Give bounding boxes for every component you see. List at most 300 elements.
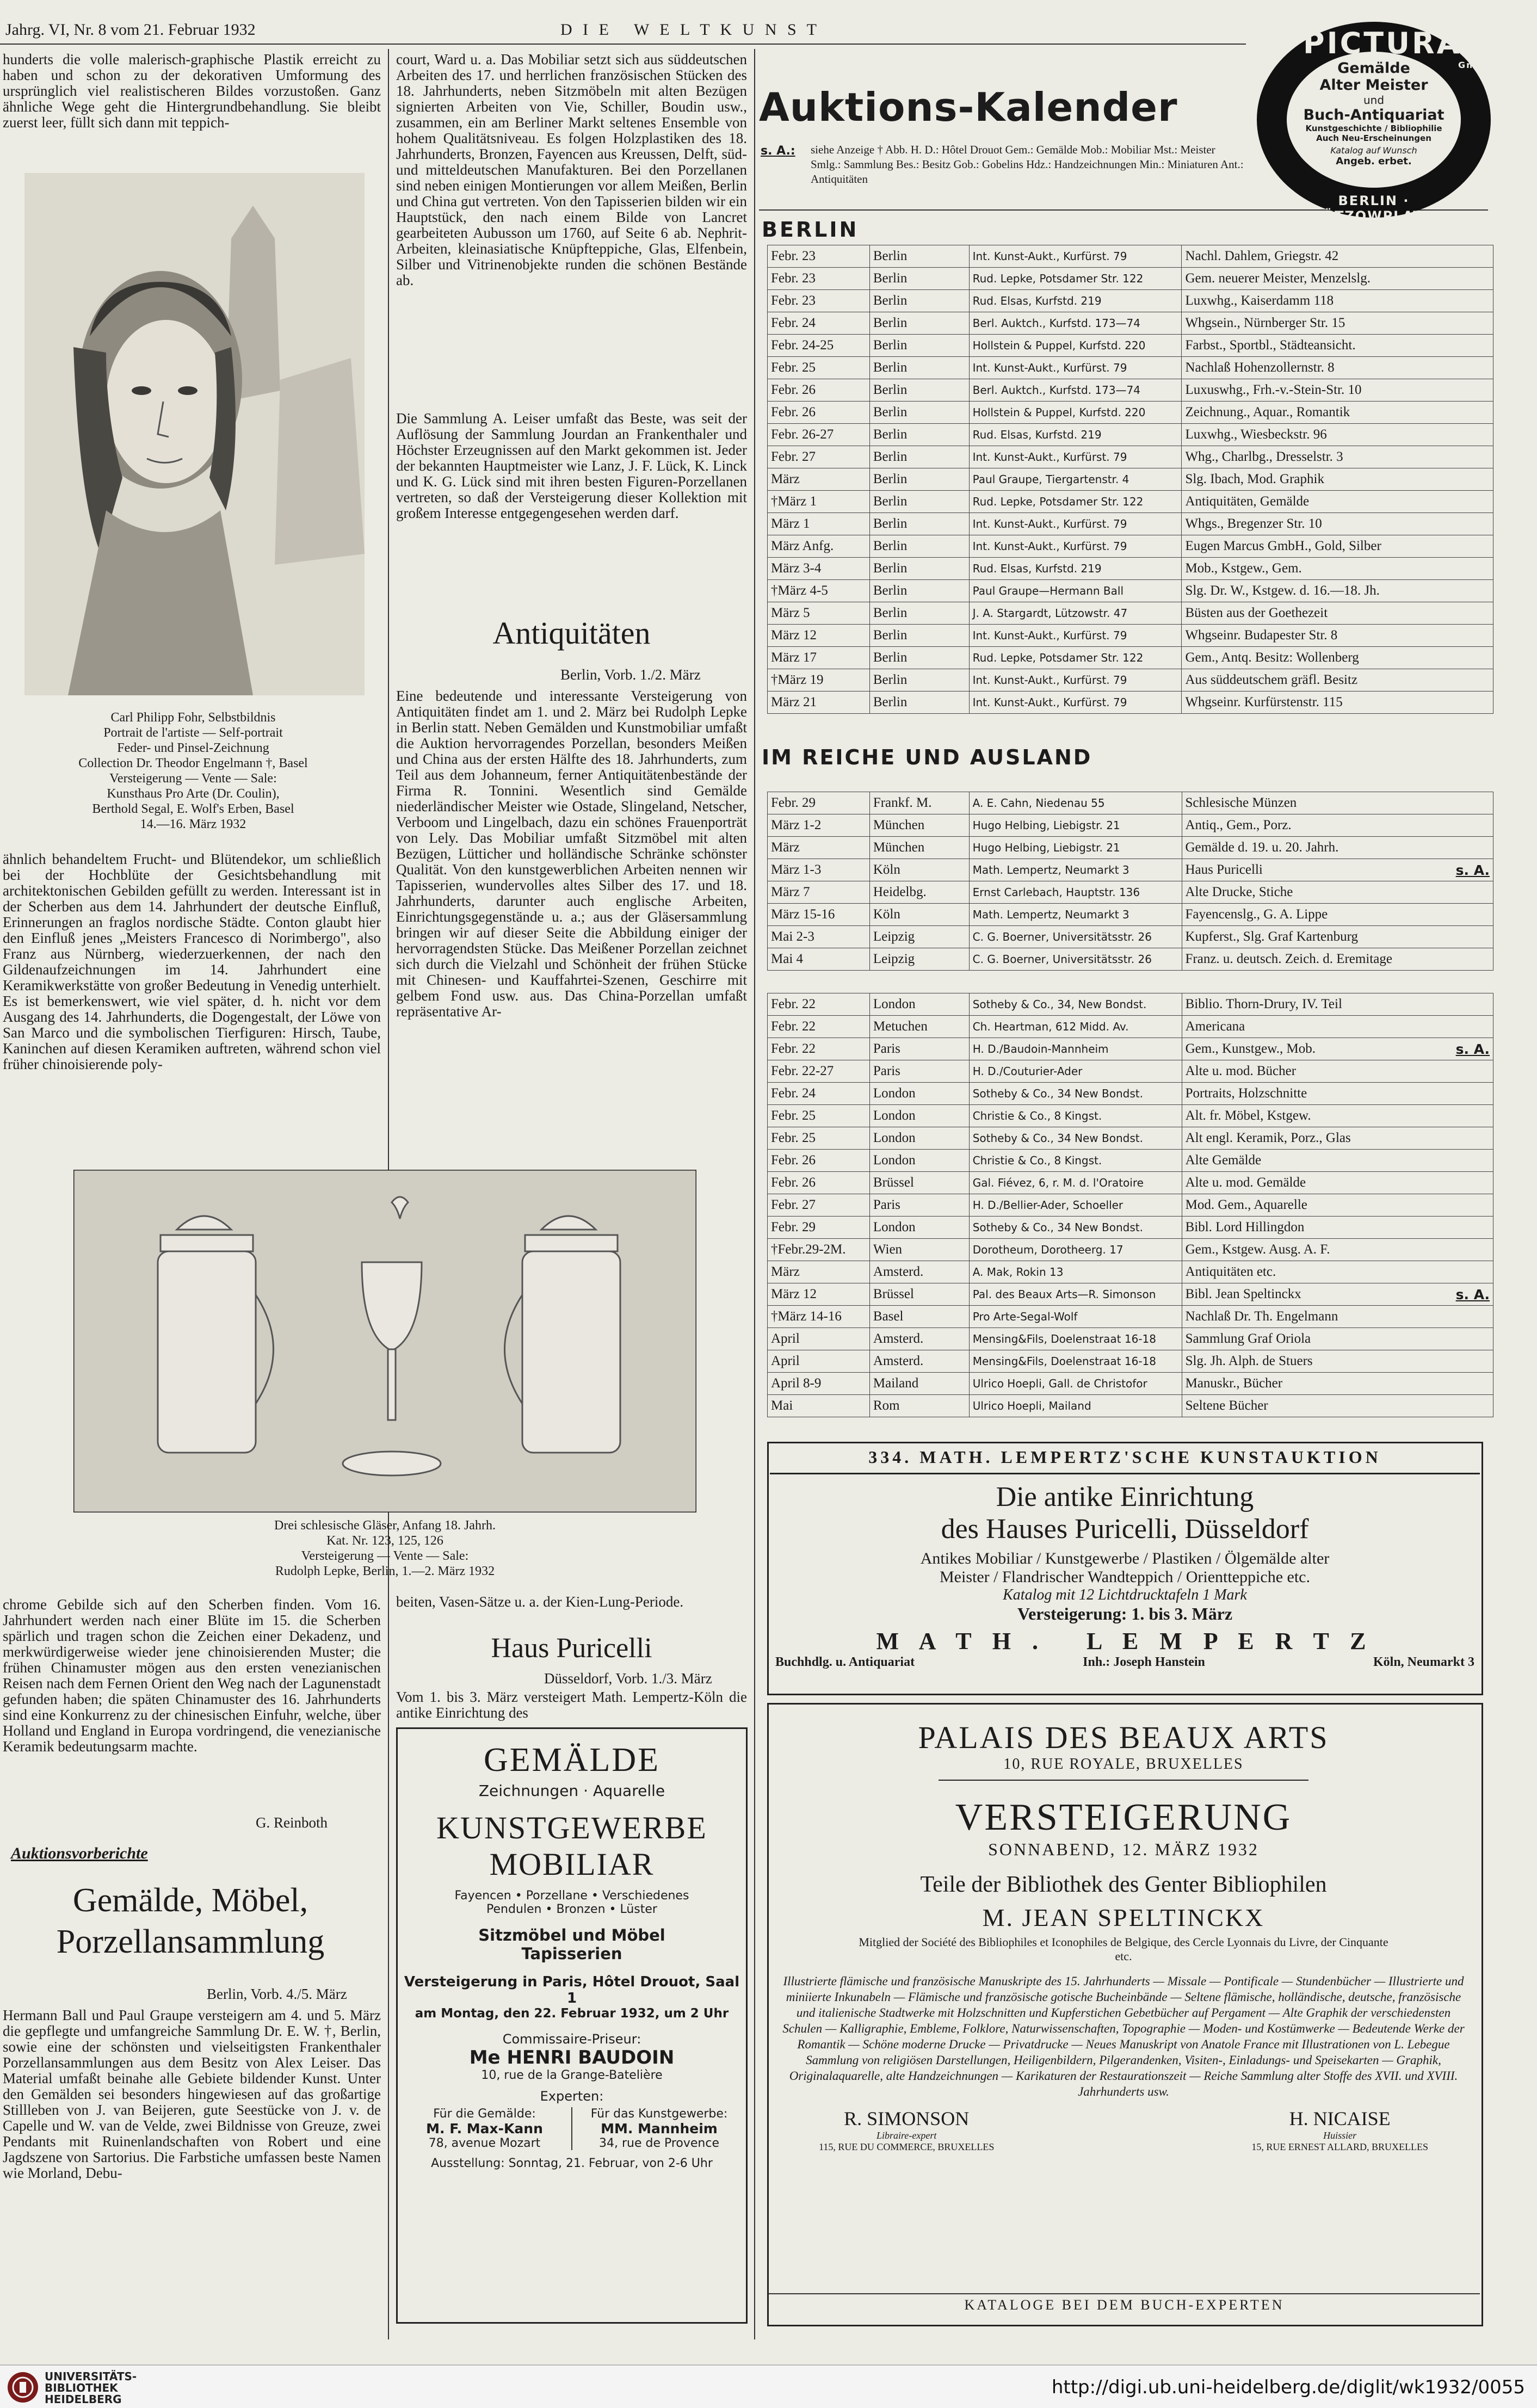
kalender-cell-text: März: [771, 1264, 800, 1279]
caption-line: Versteigerung — Vente — Sale:: [109, 771, 277, 786]
kalender-cell-text: Rud. Lepke, Potsdamer Str. 122: [972, 495, 1144, 508]
kalender-row: [768, 357, 1493, 379]
kalender-row: [768, 881, 1493, 904]
kalender-cell-text: Metuchen: [873, 1019, 928, 1034]
kalender-date: [768, 580, 870, 602]
kalender-city: [869, 446, 969, 468]
palais-h5: Teile der Bibliothek des Genter Bibliophilen: [920, 1872, 1327, 1897]
kalender-city: [869, 1060, 969, 1083]
kalender-date: [768, 881, 870, 904]
kalender-date: [768, 814, 870, 837]
kalender-house: [969, 335, 1182, 357]
kalender-cell-text: Berlin: [873, 382, 908, 397]
kalender-cell-text: Int. Kunst-Aukt., Kurfürst. 79: [972, 361, 1127, 374]
kalender-date: [768, 669, 870, 691]
article-title-gemaelde: Gemälde, Möbel, Porzellansammlung: [56, 1882, 325, 1960]
kalender-cell-text: London: [873, 1108, 916, 1123]
kalender-date: [768, 1194, 870, 1217]
kalender-city: [869, 335, 969, 357]
kalender-cell-text: †März 1: [771, 494, 817, 509]
kalender-cell-text: Int. Kunst-Aukt., Kurfürst. 79: [972, 517, 1127, 530]
kalender-row: [768, 948, 1493, 971]
palais-foot: KATALOGE BEI DEM BUCH-EXPERTEN: [964, 2297, 1285, 2313]
kalender-subject: [1182, 1239, 1493, 1261]
kalender-cell-text: Rud. Elsas, Kurfstd. 219: [972, 428, 1102, 441]
kalender-cell-text: Nachlaß Dr. Th. Engelmann: [1185, 1309, 1338, 1324]
ad-sub1: Zeichnungen · Aquarelle: [478, 1782, 665, 1800]
kalender-row: [768, 647, 1493, 669]
kalender-subject: [1182, 993, 1493, 1016]
kalender-date: [768, 625, 870, 647]
kalender-row: [768, 402, 1493, 424]
kalender-subject: [1182, 312, 1493, 335]
kalender-cell-text: Aus süddeutschem gräfl. Besitz: [1185, 672, 1358, 687]
pictura-line: Auch Neu-Erscheinungen: [1316, 133, 1431, 143]
pictura-ring-small: GmbH: [1458, 60, 1492, 70]
kalender-house: [969, 1105, 1182, 1127]
kalender-cell-text: London: [873, 997, 916, 1011]
lempertz-t1: Antikes Mobiliar / Kunstgewerbe / Plastiken / Ölgemälde alter: [920, 1549, 1330, 1567]
kalender-city: [869, 402, 969, 424]
pictura-ring-top: PICTURA: [1303, 26, 1462, 60]
palais-h4: SONNABEND, 12. MÄRZ 1932: [988, 1839, 1259, 1859]
section-label-vorberichte: Auktionsvorberichte: [11, 1844, 148, 1862]
kalender-cell-text: Gem., Kstgew. Ausg. A. F.: [1185, 1242, 1330, 1257]
kalender-city: [869, 647, 969, 669]
kalender-cell-text: Febr. 22: [771, 997, 816, 1011]
kalender-date: [768, 245, 870, 268]
kalender-cell-text: Febr. 25: [771, 1108, 816, 1123]
ad-expert-line: 78, avenue Mozart: [428, 2137, 541, 2150]
kalender-date: [768, 859, 870, 881]
kalender-cell-text: März 5: [771, 606, 810, 620]
kalender-cell-text: Berlin: [873, 539, 908, 553]
kalender-row: [768, 1283, 1493, 1306]
ad-title-gemaelde: GEMÄLDE: [483, 1742, 661, 1779]
kalender-row: [768, 1127, 1493, 1150]
caption-line: Portrait de l'artiste — Self-portrait: [103, 726, 283, 740]
kalender-cell-text: Alt. fr. Möbel, Kstgew.: [1185, 1108, 1311, 1123]
kalender-cell-text: Berlin: [873, 449, 908, 464]
kalender-cell-text: Paul Graupe—Hermann Ball: [972, 584, 1124, 597]
lempertz-t4: Versteigerung: 1. bis 3. März: [1017, 1604, 1233, 1623]
kalender-row: [768, 1038, 1493, 1060]
kalender-cell-text: Mensing&Fils, Doelenstraat 16-18: [972, 1355, 1156, 1368]
kalender-cell-text: Büsten aus der Goethezeit: [1185, 606, 1328, 620]
kalender-cell-text: Febr. 22-27: [771, 1064, 834, 1078]
kalender-subject: [1182, 814, 1493, 837]
caption-line: Kunsthaus Pro Arte (Dr. Coulin),: [107, 787, 280, 801]
kalender-city: [869, 1328, 969, 1350]
ad-comm: Me HENRI BAUDOIN: [469, 2047, 675, 2069]
kalender-subject: [1182, 357, 1493, 379]
kalender-date: [768, 926, 870, 948]
kalender-house: [969, 837, 1182, 859]
kalender-row: [768, 814, 1493, 837]
kalender-cell-text: Kupferst., Slg. Graf Kartenburg: [1185, 929, 1359, 944]
kalender-cell-text: Berlin: [873, 293, 908, 308]
article-text-antiquitaeten: Eine bedeutende und interessante Versteigerung von Antiquitäten findet am 1. und 2. März bei Rudolph Lepke in Berlin statt. Neben Gemälden und Kunstmobiliar umfaßt die Auktion hervorragendes Porzellan, besonders Meißen und China aus der ersten Hälfte des 18. Jahrhunderts, zum Teil aus dem Johanneum, ferner Antiquitätenbestände der Firma R. Tonnini. Wesentlich sind Gemälde niederländischer Meister wie Ostade, Slingeland, Netscher, Verboom und Lingelbach, dazu ein schönes Frauenporträt von Lely. Das Mobiliar umfaßt Sitzmöbel mit alten Bezügen, Lütticher und holländische Schränke schönster Qualität. Von den kunstgewerblichen Arbeiten nennen wir Tapisserien, wundervolles altes Silber des 17. und 18. Jahrhunderts, darunter auch englische Arbeiten, Einrichtungsgegenstände u. a.; aus der Gläsersammlung bringen wir auf dieser Seite die Abbildung einiger der hervorragendsten Stücke. Das Meißener Porzellan zeichnet sich durch die Vielzahl und Schönheit der frühen Stücke mit Chinesen- und Kauffahrtei-Szenen, Geschirre mit gelbem Fond usw. aus. Das China-Porzellan umfaßt repräsentative Ar-: [396, 688, 747, 1020]
kalender-subject: [1182, 904, 1493, 926]
kalender-row: [768, 1350, 1493, 1373]
kalender-cell-text: Sotheby & Co., 34 New Bondst.: [972, 1087, 1143, 1100]
caption-line: Rudolph Lepke, Berlin, 1.—2. März 1932: [275, 1564, 495, 1578]
kalender-row: [768, 1261, 1493, 1283]
kalender-cell-text: Berlin: [873, 516, 908, 531]
kalender-house: [969, 1350, 1182, 1373]
glasses-image: [73, 1170, 696, 1512]
kalender-city: [869, 491, 969, 513]
kalender-cell-text: Rud. Lepke, Potsdamer Str. 122: [972, 272, 1144, 285]
kalender-cell-text: Brüssel: [873, 1287, 914, 1301]
kalender-date: [768, 1150, 870, 1172]
kalender-cell-text: Antiquitäten, Gemälde: [1185, 494, 1310, 509]
kalender-cell-text: Hugo Helbing, Liebigstr. 21: [972, 841, 1120, 854]
kalender-date: [768, 558, 870, 580]
kalender-cell-text: Luxwhg., Wiesbeckstr. 96: [1185, 427, 1327, 442]
kalender-cell-text: März 7: [771, 885, 810, 899]
kalender-subject: [1182, 491, 1493, 513]
ad-title-mobiliar: MOBILIAR: [489, 1847, 655, 1882]
kalender-cell-text: Berl. Auktch., Kurfstd. 173—74: [972, 384, 1140, 397]
kalender-house: [969, 290, 1182, 312]
pictura-roundel: [1251, 16, 1496, 223]
lempertz-h2: des Hauses Puricelli, Düsseldorf: [941, 1514, 1309, 1545]
kalender-city: [869, 379, 969, 402]
kalender-city: [869, 268, 969, 290]
kalender-cell-text: Berlin: [873, 695, 908, 709]
kalender-cell-text: Int. Kunst-Aukt., Kurfürst. 79: [972, 696, 1127, 709]
kalender-date: [768, 993, 870, 1016]
see-ad-marker: s. A.: [1455, 862, 1490, 878]
ad-expert-line: 34, rue de Provence: [598, 2137, 720, 2150]
section-berlin: BERLIN: [762, 218, 859, 242]
kalender-city: [869, 513, 969, 535]
kalender-subject: [1182, 1038, 1493, 1060]
kalender-cell-text: Americana: [1185, 1019, 1245, 1034]
kalender-cell-text: Mai 4: [771, 952, 804, 966]
kalender-cell-text: Gem., Kunstgew., Mob.: [1185, 1041, 1316, 1056]
kalender-city: [869, 1306, 969, 1328]
kalender-cell-text: Köln: [873, 862, 900, 877]
kalender-cell-text: Febr. 26-27: [771, 427, 834, 442]
caption-line: Versteigerung — Vente — Sale:: [301, 1549, 469, 1563]
kalender-row: [768, 926, 1493, 948]
kalender-subject: [1182, 859, 1493, 881]
kalender-cell-text: Alte u. mod. Bücher: [1185, 1064, 1297, 1078]
kalender-cell-text: London: [873, 1220, 916, 1234]
kalender-date: [768, 1038, 870, 1060]
kalender-row: [768, 312, 1493, 335]
kalender-cell-text: Slg. Jh. Alph. de Stuers: [1185, 1354, 1313, 1368]
kalender-cell-text: Febr. 24: [771, 316, 816, 330]
kalender-house: [969, 691, 1182, 714]
kalender-cell-text: München: [873, 818, 925, 832]
kalender-city: [869, 312, 969, 335]
kalender-date: [768, 1261, 870, 1283]
kalender-cell-text: Antiquitäten etc.: [1185, 1264, 1276, 1279]
left-body-text: ähnlich behandeltem Frucht- und Blütendekor, um schließlich bei der Hochblüte der Gesichtsbehandlung mit architektonischen Gebilden gefüllt zu werden. Interessant ist in der Scherben aus dem 14. Jahrhundert der deutsche Einfluß, Erinnerungen an fraglos nordische Städte. Conton glaubt hier den Einfluß jenes „Meisters Francesco di Norimbergo", also Franz aus Nürnberg, wiederzuerkennen, der nach den Gildenaufzeichnungen im 14. Jahrhundert eine Keramikwerkstätte von großer Bedeutung in Venedig unterhielt. Es ist bemerkenswert, wie viel später, d. h. nicht vor dem Ausgang des 14. Jahrhunderts, die Dogengestalt, der Löwe von San Marco und die symbolischen Tierfiguren: Hirsch, Taube, Kaninchen auf diesen Keramiken auftreten, während schon viel früher chinoisierende poly-: [3, 851, 381, 1072]
kalender-house: [969, 993, 1182, 1016]
kalender-house: [969, 513, 1182, 535]
kalender-cell-text: März 17: [771, 650, 817, 665]
kalender-house: [969, 1060, 1182, 1083]
kalender-subject: [1182, 1083, 1493, 1105]
kalender-date: [768, 1306, 870, 1328]
library-name-line: UNIVERSITÄTS-: [45, 2370, 137, 2383]
lempertz-t2: Meister / Flandrischer Wandteppich / Orientteppiche etc.: [940, 1568, 1310, 1586]
kalender-subject: [1182, 1016, 1493, 1038]
kalender-row: [768, 1373, 1493, 1395]
kalender-cell-text: Febr. 29: [771, 1220, 816, 1234]
kalender-house: [969, 535, 1182, 558]
kalender-cell-text: Bibl. Jean Speltinckx: [1185, 1286, 1301, 1301]
kalender-cell-text: Manuskr., Bücher: [1185, 1376, 1283, 1391]
kalender-row: [768, 580, 1493, 602]
kalender-cell-text: Pal. des Beaux Arts—R. Simonson: [972, 1288, 1156, 1301]
page-header-center: D I E W E L T K U N S T: [560, 21, 820, 39]
kalender-cell-text: Berlin: [873, 628, 908, 643]
kalender-city: [869, 1373, 969, 1395]
kalender-house: [969, 446, 1182, 468]
kalender-city: [869, 290, 969, 312]
kalender-cell-text: Heidelbg.: [873, 885, 927, 899]
kalender-date: [768, 691, 870, 714]
pictura-line: Alter Meister: [1319, 77, 1428, 94]
kalender-subject: [1182, 1373, 1493, 1395]
kalender-row: [768, 245, 1493, 268]
kalender-cell-text: Biblio. Thorn-Drury, IV. Teil: [1185, 997, 1342, 1011]
kalender-subject: [1182, 792, 1493, 814]
kalender-date: [768, 1217, 870, 1239]
kalender-subject: [1182, 580, 1493, 602]
kalender-subject: [1182, 647, 1493, 669]
kalender-table-reich: [767, 792, 1493, 971]
kalender-house: [969, 602, 1182, 625]
kalender-date: [768, 535, 870, 558]
lempertz-top: 334. MATH. LEMPERTZ'SCHE KUNSTAUKTION: [770, 1447, 1480, 1474]
ad-furniture: Sitzmöbel und Möbel: [478, 1926, 665, 1944]
kalender-row: [768, 513, 1493, 535]
kalender-cell-text: J. A. Stargardt, Lützowstr. 47: [972, 607, 1128, 620]
kalender-cell-text: Berlin: [873, 672, 908, 687]
kalender-date: [768, 424, 870, 446]
kalender-title: Auktions-Kalender: [759, 84, 1178, 130]
middle-leiser-text: Die Sammlung A. Leiser umfaßt das Beste, was seit der Auflösung der Sammlung Jourdan an Frankenthaler und Höchster Erzeugnissen auf den Markt gekommen ist. Jeder der bekannten Hauptmeister wie Lanz, J. F. Lück, K. Linck und K. G. Lück sind mit ihren besten Figuren-Porzellanen vertreten, so daß der Versteigerung dieser Kollektion mit großem Interesse entgegengesehen werden darf.: [396, 410, 747, 521]
kalender-cell-text: Febr. 26: [771, 1175, 816, 1190]
kalender-subject: [1182, 335, 1493, 357]
kalender-row: [768, 691, 1493, 714]
kalender-cell-text: Luxwhg., Kaiserdamm 118: [1185, 293, 1334, 308]
kalender-cell-text: Bibl. Lord Hillingdon: [1185, 1220, 1305, 1234]
library-logo-icon: [7, 2371, 39, 2404]
kalender-cell-text: März 1-3: [771, 862, 822, 877]
kalender-cell-text: C. G. Boerner, Universitätsstr. 26: [972, 930, 1152, 943]
kalender-cell-text: Gemälde d. 19. u. 20. Jahrh.: [1185, 840, 1339, 855]
kalender-cell-text: Gem., Antq. Besitz: Wollenberg: [1185, 650, 1359, 665]
kalender-house: [969, 491, 1182, 513]
kalender-date: [768, 837, 870, 859]
ad-baudoin-content: [398, 1741, 746, 2170]
kalender-cell-text: Berl. Auktch., Kurfstd. 173—74: [972, 317, 1140, 330]
palais-h2: 10, RUE ROYALE, BRUXELLES: [939, 1756, 1308, 1781]
kalender-subject: [1182, 1395, 1493, 1417]
lempertz-foot-item: Inh.: Joseph Hanstein: [1083, 1655, 1205, 1669]
kalender-cell-text: Farbst., Sportbl., Städteansicht.: [1185, 338, 1356, 353]
source-url-link[interactable]: http://digi.ub.uni-heidelberg.de/diglit/wk1932/0055: [1051, 2376, 1525, 2398]
kalender-cell-text: Math. Lempertz, Neumarkt 3: [972, 863, 1129, 876]
glasses-caption: [73, 1518, 696, 1579]
kalender-date: [768, 904, 870, 926]
kalender-cell-text: H. D./Bellier-Ader, Schoeller: [972, 1199, 1124, 1212]
article-place-puricelli: Düsseldorf, Vorb. 1./3. März: [544, 1670, 712, 1687]
kalender-city: [869, 1127, 969, 1150]
kalender-cell-text: Berlin: [873, 561, 908, 576]
kalender-subject: [1182, 1217, 1493, 1239]
article-signature: G. Reinboth: [256, 1814, 328, 1831]
kalender-house: [969, 357, 1182, 379]
kalender-subject: [1182, 926, 1493, 948]
kalender-house: [969, 379, 1182, 402]
palais-expert-name: R. SIMONSON: [844, 2108, 970, 2129]
kalender-cell-text: Paris: [873, 1064, 900, 1078]
kalender-subject: [1182, 535, 1493, 558]
kalender-subject: [1182, 948, 1493, 971]
kalender-cell-text: Berlin: [873, 472, 908, 486]
kalender-row: [768, 335, 1493, 357]
kalender-subject: [1182, 468, 1493, 491]
kalender-cell-text: März 3-4: [771, 561, 822, 576]
kalender-cell-text: Paris: [873, 1041, 900, 1056]
kalender-subject: [1182, 837, 1493, 859]
kalender-cell-text: Febr. 23: [771, 293, 816, 308]
kalender-cell-text: April: [771, 1331, 800, 1346]
kalender-house: [969, 1306, 1182, 1328]
kalender-city: [869, 1261, 969, 1283]
kalender-cell-text: Brüssel: [873, 1175, 914, 1190]
kalender-cell-text: Berlin: [873, 338, 908, 353]
kalender-house: [969, 245, 1182, 268]
kalender-subject: [1182, 558, 1493, 580]
kalender-date: [768, 268, 870, 290]
kalender-subject: [1182, 1150, 1493, 1172]
kalender-cell-text: Sotheby & Co., 34, New Bondst.: [972, 998, 1147, 1011]
pictura-ring-bottom: BERLIN · LÜTZOWPLATZ: [1314, 193, 1434, 224]
kalender-city: [869, 1172, 969, 1194]
kalender-cell-text: H. D./Couturier-Ader: [972, 1065, 1083, 1078]
kalender-city: [869, 948, 969, 971]
kalender-table-berlin: [767, 245, 1493, 714]
kalender-cell-text: März 1: [771, 516, 810, 531]
caption-line: Berthold Segal, E. Wolf's Erben, Basel: [92, 802, 294, 816]
kalender-cell-text: Febr. 24: [771, 1086, 816, 1101]
palais-expert-right: [1251, 2107, 1428, 2153]
kalender-city: [869, 1239, 969, 1261]
article-text-gemaelde: Hermann Ball und Paul Graupe versteigern am 4. und 5. März die gepflegte und umfangreiche Sammlung Dr. E. W. †, Berlin, sowie eine der schönsten und vielseitigsten Frankenthaler Porzellansammlungen aus dem Besitz von Alex Leiser. Das Material umfaßt beinahe alle Gebiete bildender Kunst. Unter den Gemälden sei besonders hingewiesen auf das großartige Stillleben von J. van Beijeren, gute Seestücke von J. v. de Capelle und W. van de Velde, zwei Bildnisse von Greuze, zwei Pendants mit Ruinenlandschaften von Robert und eine Jagdszene von Sartorius. Die Farbstiche umfassen beste Namen wie Morland, Debu-: [3, 2007, 381, 2181]
library-name-line: BIBLIOTHEK: [45, 2381, 118, 2394]
kalender-cell-text: München: [873, 840, 925, 855]
article-text-puricelli: Vom 1. bis 3. März versteigert Math. Lempertz-Köln die antike Einrichtung des: [396, 1689, 747, 1721]
kalender-house: [969, 312, 1182, 335]
pictura-line: Angeb. erbet.: [1336, 156, 1412, 167]
kalender-cell-text: Gal. Fiévez, 6, r. M. d. l'Oratoire: [972, 1176, 1144, 1189]
kalender-date: [768, 446, 870, 468]
palais-expert-addr: 15, RUE ERNEST ALLARD, BRUXELLES: [1251, 2141, 1428, 2152]
kalender-cell-text: Whgs., Bregenzer Str. 10: [1185, 516, 1322, 531]
ad-expert-line: M. F. Max-Kann: [426, 2121, 543, 2137]
left-lower-text: chrome Gebilde sich auf den Scherben finden. Vom 16. Jahrhundert werden nach einer Blüte im 15. die Scherben spärlich und tragen schon die Zeichen einer Dekadenz, und merkwürdigerweise wieder jene chinoisierenden Muster; die frühen Chinamuster mögen aus den ersten venezianischen Reisen nach dem Fernen Orient den Weg nach der Lagunenstadt gefunden haben; die späten Chinamuster des 16. Jahrhunderts sind eine Konkurrenz zu der chinesischen Einfuhr, welche, über Holland und England in Europa vordringend, die venezianische Keramik bedeutungsarm machte.: [3, 1596, 381, 1755]
lempertz-foot-item: Buchhdlg. u. Antiquariat: [775, 1655, 915, 1669]
kalender-city: [869, 468, 969, 491]
kalender-subject: [1182, 513, 1493, 535]
glasses-drawing: [73, 1170, 696, 1512]
palais-expert-left: [819, 2107, 994, 2153]
kalender-cell-text: Luxuswhg., Frh.-v.-Stein-Str. 10: [1185, 382, 1362, 397]
kalender-row: [768, 491, 1493, 513]
kalender-cell-text: Paul Graupe, Tiergartenstr. 4: [972, 473, 1129, 486]
kalender-cell-text: Febr. 26: [771, 382, 816, 397]
article-title-puricelli: Haus Puricelli: [491, 1633, 652, 1664]
kalender-date: [768, 1395, 870, 1417]
kalender-house: [969, 1373, 1182, 1395]
kalender-house: [969, 1150, 1182, 1172]
ad-expert-line: MM. Mannheim: [601, 2121, 718, 2137]
kalender-row: [768, 1306, 1493, 1328]
kalender-subject: [1182, 1328, 1493, 1350]
kalender-cell-text: Köln: [873, 907, 900, 922]
kalender-cell-text: A. Mak, Rokin 13: [972, 1265, 1064, 1279]
kalender-house: [969, 1016, 1182, 1038]
kalender-row: [768, 904, 1493, 926]
palais-h1: PALAIS DES BEAUX ARTS: [918, 1720, 1329, 1755]
kalender-cell-text: Pro Arte-Segal-Wolf: [972, 1310, 1078, 1323]
kalender-house: [969, 1194, 1182, 1217]
kalender-house: [969, 859, 1182, 881]
kalender-city: [869, 814, 969, 837]
kalender-cell-text: Febr. 24-25: [771, 338, 834, 353]
kalender-cell-text: Portraits, Holzschnitte: [1185, 1086, 1307, 1101]
kalender-subject: [1182, 1306, 1493, 1328]
kalender-house: [969, 792, 1182, 814]
kalender-row: [768, 1083, 1493, 1105]
kalender-subject: [1182, 1127, 1493, 1150]
ad-items2: Pendulen • Bronzen • Lüster: [486, 1903, 657, 1916]
kalender-row: [768, 1150, 1493, 1172]
kalender-date: [768, 1127, 870, 1150]
lempertz-t3: Katalog mit 12 Lichtdrucktafeln 1 Mark: [1003, 1586, 1247, 1603]
kalender-subject: [1182, 1060, 1493, 1083]
lempertz-foot: [770, 1655, 1480, 1670]
kalender-cell-text: Rud. Elsas, Kurfstd. 219: [972, 294, 1102, 307]
kalender-cell-text: Slg. Ibach, Mod. Graphik: [1185, 472, 1324, 486]
kalender-house: [969, 468, 1182, 491]
kalender-subject: [1182, 669, 1493, 691]
kalender-cell-text: Ch. Heartman, 612 Midd. Av.: [972, 1020, 1129, 1033]
pictura-line: Kunstgeschichte / Bibliophilie: [1305, 124, 1442, 133]
kalender-date: [768, 468, 870, 491]
kalender-subject: [1182, 691, 1493, 714]
kalender-subject: [1182, 446, 1493, 468]
kalender-date: [768, 491, 870, 513]
kalender-cell-text: Whgseinr. Kurfürstenstr. 115: [1185, 695, 1343, 709]
kalender-cell-text: Paris: [873, 1197, 900, 1212]
kalender-table-ausland: [767, 993, 1493, 1417]
kalender-cell-text: Sotheby & Co., 34 New Bondst.: [972, 1221, 1143, 1234]
kalender-cell-text: Berlin: [873, 271, 908, 286]
ad-expert-line: Für die Gemälde:: [433, 2107, 536, 2121]
palais-h3: VERSTEIGERUNG: [955, 1796, 1292, 1838]
kalender-city: [869, 245, 969, 268]
